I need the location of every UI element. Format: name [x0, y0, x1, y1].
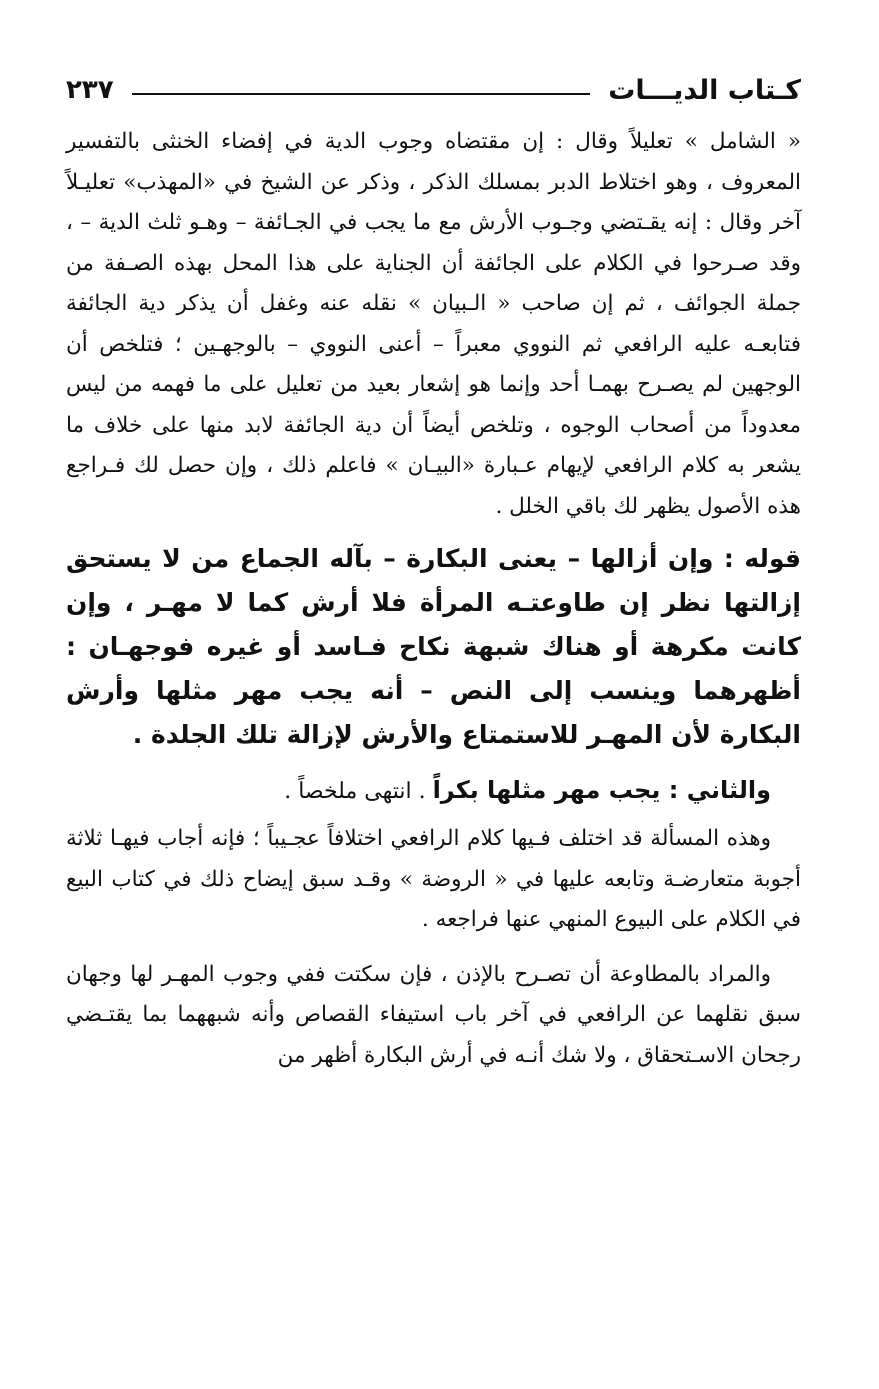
commentary-paragraph-1: « الشامل » تعليلاً وقال : إن مقتضاه وجوب الدية في إفضاء الخنثى بالتفسير المعروف ، وهو اختلاط الدبر بمسلك الذكر ، وذكر عن الشيخ في «المهذب» تعليـلاً آخر وقال : إنه يقـتضي وجـوب الأرش مع ما يجب في الجـائفة – وهـو ثلث الدية – ، وقد صـرحوا في الكلام على الجائفة أن الجناية على هذا المحل بهذه الصـفة من جملة الجوائف ، ثم إن صاحب « الـبيان » نقله عنه وغفل أن يذكر دية الجائفة فتابعـه عليه الرافعي ثم النووي معبراً – أعنى النووي – بالوجهـين ؛ فتلخص أن الوجهين لم يصـرح بهمـا أحد وإنما هو إشعار بعيد من تعليل على ما فهمه من ليس معدوداً من أصحاب الوجوه ، وتلخص أيضاً أن دية الجائفة لابد منها على خلاف ما يشعر به كلام الرافعي لإيهام عـبارة «البيـان » فاعلم ذلك ، وإن حصل لك فـراجع هذه الأصول يظهر لك باقي الخلل .	[66, 129, 801, 519]
second-opinion-bold: والثاني : يجب مهر مثلها بكراً	[432, 776, 771, 804]
header-rule	[132, 93, 591, 95]
book-title: كـتاب الديـــات	[608, 74, 801, 106]
matn-paragraph: قوله : وإن أزالها – يعنى البكارة – بآله الجماع من لا يستحق إزالتها نظر إن طاوعتـه المرأة فلا أرش كما لا مهـر ، وإن كانت مكرهة أو هناك شبهة نكاح فـاسد أو غيره فوجهـان : أظهرهما وينسب إلى النص – أنه يجب مهر مثلها وأرش البكارة لأن المهـر للاستمتاع والأرش لإزالة تلك الجلدة .	[66, 544, 801, 749]
commentary-paragraph-4: والمراد بالمطاوعة أن تصـرح بالإذن ، فإن سكتت ففي وجوب المهـر لها وجهان سبق نقلهما عن الرافعي في آخر باب استيفاء القصاص وأنه شبههما بما يقتـضي رجحان الاسـتحقاق ، ولا شك أنـه في أرش البكارة أظهر من	[66, 961, 801, 1068]
running-header	[66, 70, 801, 110]
commentary-paragraph-3: وهذه المسألة قد اختلف فـيها كلام الرافعي اختلافاً عجـيباً ؛ فإنه أجاب فيهـا ثلاثة أجوبة متعارضـة وتابعه عليها في « الروضة » وقـد سبق إيضاح ذلك في كتاب البيع في الكلام على البيوع المنهي عنها فراجعه .	[66, 826, 801, 932]
second-opinion-rest: . انتهى ملخصاً .	[284, 779, 433, 804]
second-opinion-paragraph	[66, 769, 801, 813]
page-number: ٢٣٧	[66, 75, 114, 105]
